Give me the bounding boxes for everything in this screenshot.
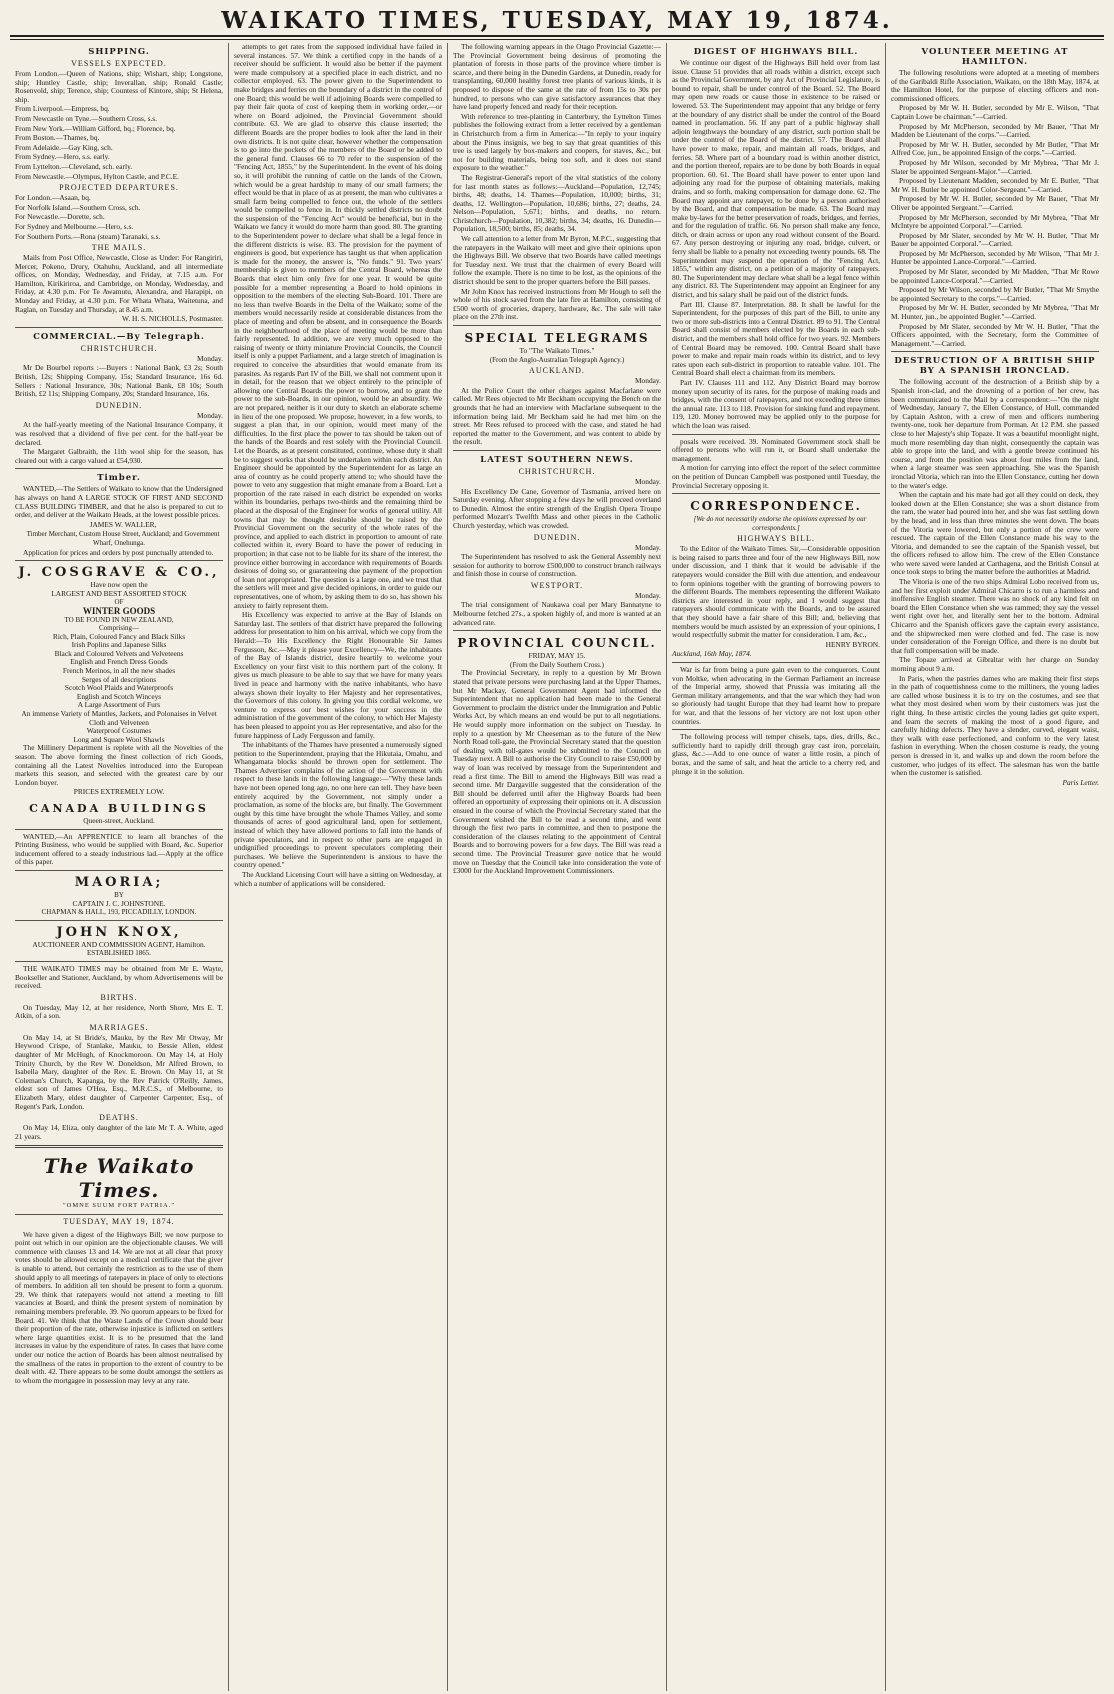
volunteer-motion: Proposed by Mr Slater, seconded by Mr W. H. Butler, "That the Officers appointed, with the Secretary, form the Committee of Management."—Carried.	[891, 321, 1099, 348]
volunteer-motion: Proposed by Mr McPherson, seconded by Mr Mybrea, "That Mr McIntyre be appointed Corporal."—Carried.	[891, 212, 1099, 231]
volunteer-motion: Proposed by Mr W. H. Butler, seconded by Mr E. Wilson, "That Captain Lowe be chairman."—Carried.	[891, 103, 1099, 121]
provincial-council-text: The Provincial Secretary, in reply to a question by Mr Brown stated that private persons were purchasing land at the Upper Thames, but Mr Mackay, General Government Agent had informed the Superintendent that no application had been made to the General Government to proclaim the district under the Immigration and Public Works Act, by which means an end would be put to all negotiations. He would supply more information on the subject on Tuesday. In reply to a question by Mr Cheeseman as to the future of the New North Road toll-gate, the Provincial Secretary stated that the question of dealing with toll-gates would be submitted to the Council on Tuesday next. A Bill to authorise the City Council to raise £50,000 by way of loan was received by message from the Superintendent and read a first time. The Bill to amend the Highways Bill was read a second time. Mr Dargaville suggested that the consideration of the Bill should be deferred until after the Highway Boards had been offered an opportunity of expressing their opinions on it. A discussion ensued in the course of which the Provincial Secretary stated that the Government wished the Bill to be read a second time, and went through the first two parts in committee, and then to postpone the consideration of the clauses relating to the appointment of Central Boards and to borrowing powers for a few days. The Bill was read a second time. The Provincial Treasurer gave notice that he would move on Tuesday that the Council take into consideration the vote of £3000 for the Auckland Improvement Commissioners.	[453, 668, 661, 876]
correspondence-heading: CORRESPONDENCE.	[690, 499, 862, 514]
vessels-heading: VESSELS EXPECTED.	[71, 59, 167, 68]
dunedin-text-2: The Margaret Galbraith, the 11th wool ship for the season, has cleared out with a cargo valued at £54,930.	[15, 447, 223, 465]
cosgrave-line: OF	[114, 598, 124, 607]
news-paragraph: The Registrar-General's report of the vital statistics of the colony for last month states as follows:—Auckland—Population, 12,745; births, 48; deaths, 14. Thames—Population, 10,000; births, 31; deaths, 12. Wellington—Population, 10,686; births, 27; deaths, 24. Nelson—Population, 5,671; births, and deaths, no return. Christchurch—Population, 10,382; births, 34; deaths, 16. Dunedin—Population, 18,500; births, 85; deaths, 34.	[453, 172, 661, 234]
thames-petition: The inhabitants of the Thames have presented a numerously signed petition to the Superintendent, praying that the Hikutaia, Omahu, and Whangamata blocks should be thrown open for settlement. The Thames Advertiser complains of the action of the Government with respect to these lands in the following language:—"Why these lands have not been opened long ago, no one here can tell. They have been entirely acquired by the Government, not simply under a proclamation, as some of the blocks are, but finally. The Government ought by this time have brought the whole Thames Valley, and some thousands of acres of good agricultural land, open for settlement, instead of which they have allowed portions to fall into the hands of private speculators, and in respect to other parts are engaged in undignified proceedings to prevent speculators completing their purchases. We believe the Superintendent is anxious to have the country opened."	[234, 740, 442, 870]
highways-letter-heading: HIGHWAYS BILL.	[737, 534, 815, 544]
digest-text: Part IV. Clauses 111 and 112. Any District Board may borrow money upon security of its rates, for the purpose of making roads and bridges, with the consent of ratepayers, and not exceeding three times the annual rate. 113 to 118. Provision for sinking fund and repayment. 119, 120. Money borrowed may be applied only to the purpose for which the loan was raised.	[672, 377, 880, 430]
dunedin-text: At the half-yearly meeting of the National Insurance Company, it was resolved that a dividend of five per cent. for the half-year be declared.	[15, 420, 223, 447]
cosgrave-item: Waterproof Costumes	[86, 726, 152, 736]
volunteer-motion: Proposed by Mr McPherson, seconded by Mr Bauer, "That Mr Madden be Lieutenant of the corps."—Carried.	[891, 121, 1099, 140]
commercial-heading: COMMERCIAL.—By Telegraph.	[33, 331, 205, 342]
timber-signature: JAMES W. WALLER,	[89, 519, 157, 529]
news-paragraph: Mr John Knox has received instructions from Mr Hough to sell the whole of his stock saved from the late fire at Hamilton, consisting of £500 worth of groceries, drapery, hardware, &c. The sale will take place on the 27th inst.	[453, 286, 661, 322]
vessel-item: From New York.—William Gifford, bq.; Florence, bq.	[15, 123, 176, 133]
special-telegrams-source: (From the Anglo-Australian Telegraph Agency.)	[489, 355, 625, 364]
column-5	[885, 43, 1104, 1691]
christchurch-text: Mr De Bourbel reports :—Buyers : National Bank, £3 2s; South British, 12s; Shipping Company, 15s; Standard Insurance, 16s 6d. Sellers : National Insurance, 30s; National Bank, £8 10s; South British, £2 11s; Shipping Company, 20s; Standard Insurance, 16s.	[15, 363, 223, 399]
digest-heading: DIGEST OF HIGHWAYS BILL.	[693, 47, 859, 57]
volunteer-motion: Proposed by Mr Slater, seconded by Mr W. H. Butler, "That Mr Bauer be appointed Corporal."—Carried.	[891, 230, 1099, 249]
ironclad-text: When the captain and his mate had got all they could on deck, they looked down at the Ellen Constance; she was a short distance from the ram, the water had poured into her, and she was fast settling down by the head, and in less than three minutes she went down. The boats of the Vitoria were lowered, but only a portion of the crew were rescued. The captain of the Ellen Constance made his way to the Vitoria, and demanded to see the captain of the Spanish vessel, but the officers refused to allow him. The crew of the Ellen Constance who were saved were landed at Carthagena, and the British Consul at once took steps to bring the matter before the authorities at Madrid.	[891, 490, 1099, 577]
editorial-text: We have given a digest of the Highways Bill; we now purpose to point out which in our opinion are the objectionable clauses. We will commence with clauses 13 and 14. We are not at all clear that proxy votes should be allowed except on a medical certificate that the giver is unable to attend, but certainly the restriction as to the use of them should apply to all meetings of ratepayers in place of only to elections of members. In addition all ten should be present to form a quorum. 29. We think that ratepayers would not attend a meeting to fill vacancies at Board, and think the present system of nomination by remaining members preferable. 39. No quorum appears to be fixed for Board. 41. We think that the Waste Lands of the Crown should bear their proportion of the rate, otherwise injustice is inflicted on settlers where large quantities exist. It is to be presumed that the land increases in value by the expenditure of rates. In cases that have come under our notice the action of Boards has been almost neutralised by the smallness of the rates in proportion to the extent of country to be dealt with. 42. There appears to be some doubt amongst the settlers as to whom the mortgagee in possession may levy at any rate.	[15, 1229, 223, 1385]
southern-text: His Excellency De Cane, Governor of Tasmania, arrived here on Saturday evening. After stopping a few days he will proceed overland to Dunedin. Almost the entire strength of the English Opera Troupe performed Mozart's Twelfth Mass and other pieces in the Catholic Church yesterday, which was crowded.	[453, 486, 661, 530]
vessel-item: From Lyttelton.—Cleveland, sch. early.	[15, 161, 133, 171]
column-4	[666, 43, 885, 1691]
volunteer-motion: Proposed by Mr Slater, seconded by Mr Madden, "That Mr Rowe be appointed Lance-Corporal."—Carried.	[891, 267, 1099, 285]
marriages-text: On May 14, at St Bride's, Mauku, by the Rev Mr Otway, Mr Heywood Crispe, of Stanlake, Mauku, to Bessie Allen, eldest daughter of Mr McHugh, of Knockmoroon. On May 14, at Holy Trinity Church, by the Rev W. Doneldson, Mr Alfred Brown, to Isabella Mary, daughter of the Rev. E. Brown. On May 11, at St Coleman's Church, Kapanga, by the Rev Patrick O'Reilly, James, eldest son of James O'Hea, Esq., M.R.C.S., of Melbourne, to Elizabeth Mary, eldest daughter of Carpenter Carpenter, Esq., of Regent's Park, London.	[15, 1032, 223, 1111]
cosgrave-item: Rich, Plain, Coloured Fancy and Black Silks	[52, 631, 186, 641]
cosgrave-text: The Millinery Department is replete with all the Novelties of the season. The above forming the finest collection of rich Goods, containing all the Latest Novelties introduced into the European markets this season, and selected with the greatest care by our London buyer.	[15, 743, 223, 787]
divider	[453, 450, 661, 451]
departure-item: For London.—Asaan, bq.	[15, 193, 91, 203]
volunteer-motion: Proposed by Mr W. H. Butler, seconded by Mr Mybrea, "That Mr M. Hunter, jun., be appointed Bugler."—Carried.	[891, 303, 1099, 322]
columns	[10, 43, 1104, 1691]
digest-text: We continue our digest of the Highways Bill held over from last issue. Clause 51 provides that all roads within a district, except such as the Provincial Government, by any Act of Provincial Legislature, is bound to repair, shall be under control of the Board. 52. The Board may open new roads or cause those in existence to be raised or lowered. 53. The Superintendent may appoint that any bridge or ferry at the boundary of any district shall be under the control of the Board named in proclamation. 56. If any part of a public highway shall adjoin lengthways the boundary of any district, such portion shall be under the control of the Board of the district. 57. The Board shall have power to make, repair, and maintain all roads, bridges, and ferries. 58. Where part of a boundary road is within another district, and the portion thereof, repairs are to be done by both Boards in equal proportion. 60. 61. The Board shall have power to enter upon land adjoining any road for the purpose of obtaining materials, making drains, and so forth, making compensation for damage done. 62. The Board may appoint any ratepayer, to be done by a person authorised by the Board, and that compensation be made. 63. The Board may make by-laws for the better preservation of roads, bridges, and ferries, and for the regulation of traffic. 66. No person shall make any fence, ditch, or drain across or upon any road without consent of the Board. 67. Any person destroying or injuring any road, bridge, culvert, or ferry shall be liable to a penalty not exceeding twenty pounds. 68. The Superintendent may suspend the operation of the "Fencing Act, 1855," within any district, on a petition of a majority of ratepayers. 80. The Superintendent may declare what shall be a legal fence within any district. 83. The Superintendent may appoint an Engineer for any district, and his salary shall be paid out of the district funds.	[672, 58, 880, 300]
mails-heading: THE MAILS.	[91, 243, 147, 253]
timber-address: Timber Merchant, Custom House Street, Auckland; and Government Wharf, Onehunga.	[26, 530, 220, 547]
maoria-author: CAPTAIN J. C. JOHNSTONE.	[72, 898, 166, 908]
divider	[672, 662, 880, 663]
paper-motto: "OMNE SUUM FORT PATRIA."	[63, 1202, 175, 1210]
volunteer-text: The following resolutions were adopted at a meeting of members of the Garibaldi Rifle Association, Waikato, on the 18th May, 1874, at the Hamilton Hotel, for the purpose of electing officers and non-commissioned officers.	[891, 68, 1099, 103]
cosgrave-item: An immense Variety of Mantles, Jackets, and Polonaises in Velvet Cloth and Velveteen	[21, 709, 217, 727]
dunedin-heading: DUNEDIN.	[95, 400, 143, 410]
timber-ad-text: WANTED,—The Settlers of Waikato to know that the Undersigned has always on hand A LARGE STOCK OF FIRST AND SECOND CLASS BUILDING TIMBER, and that he also is prepared to cut to order, and deliver at the Waikato Heads, at the lowest possible prices.	[15, 484, 223, 520]
departure-item: For Southern Ports.—Rona (steam) Taranaki, s.s.	[15, 231, 161, 241]
divider	[15, 829, 223, 830]
divider	[15, 920, 223, 921]
births-heading: BIRTHS.	[100, 992, 138, 1002]
deaths-text: On May 14, Eliza, only daughter of the late Mr T. A. White, aged 21 years.	[15, 1123, 223, 1141]
corr-text: A motion for carrying into effect the report of the select committee on the petition of Duncan Campbell was postponed until Tuesday, the Provincial Secretary opposing it.	[672, 463, 880, 490]
cosgrave-item: Irish Poplins and Japanese Silks	[71, 640, 167, 650]
divider	[15, 961, 223, 962]
provincial-council-source: (From the Daily Southern Cross.)	[510, 660, 604, 669]
news-paragraph: With reference to tree-planting in Canterbury, the Lyttelton Times publishes the following extract from a letter received by a gentleman in Christchurch from a firm in America:—"In reply to your inquiry about the Pinus insignis, we beg to say that great quantities of this tree is used largely by box-makers and coopers, for staves, &c., but not for building materials, being too soft, and it does not stand exposure to the weather."	[453, 111, 661, 173]
news-paragraph: We call attention to a letter from Mr Byron, M.P.C., suggesting that the ratepayers in the Waikato will meet and give their opinions upon the Highways Bill. We observe that two Boards have called meetings for Tuesday next. We trust that the chairmen of every Board will follow the example. There is no time to be lost, as the opinions of the district should be sent to the proper quarters before the Bill passes.	[453, 234, 661, 287]
christchurch-heading: CHRISTCHURCH.	[80, 343, 158, 353]
cosgrave-item: English and Scotch Winceys	[76, 691, 162, 701]
divider	[672, 493, 880, 494]
dunedin-text: The Superintendent has resolved to ask the General Assembly next session for authority to borrow £500,000 to construct branch railways and finish those in course of construction.	[453, 552, 661, 579]
auckland-day: Monday.	[634, 376, 661, 386]
cosgrave-line: TO BE FOUND IN NEW ZEALAND,	[64, 615, 174, 624]
maoria-heading: MAORIA;	[74, 874, 164, 890]
cosgrave-item: Black and Coloured Velvets and Velveteens	[54, 648, 184, 658]
cosgrave-item: French Merinos, in all the new shades	[62, 666, 176, 676]
column-3	[447, 43, 666, 1691]
volunteer-motion: Proposed by Mr W. H. Butler, seconded by Mr Butler, "That Mr Alfred Coe, jun., be appointed Ensign of the corps."—Carried.	[891, 139, 1099, 158]
licensing-court-note: The Auckland Licensing Court will have a sitting on Wednesday, at which a number of applications will be considered.	[234, 870, 442, 888]
ironclad-text: The Vitoria is one of the two ships Admiral Lobo received from us, and her first exploit under Admiral Chicarro is to run a harmless and inoffensive English steamer. There was no shock of any kind felt on board the Ellen Constance when she was rammed; they say the vessel went right over her, and literally sent her to the bottom. Admiral Chicarro and the Spanish officers gave the captain every assistance, and the shipwrecked men were clothed and fed. The case is now under consideration of the Foreign Office, and there is no doubt but that full compensation will be made.	[891, 577, 1099, 655]
column-1	[10, 43, 228, 1691]
cosgrave-item: Serges of all descriptions	[81, 674, 157, 684]
mails-text: Mails from Post Office, Newcastle, Close as Under: For Rangiriri, Mercer, Pokeno, Drury, Otahuhu, Auckland, and all intermediate offices, on Monday, Wednesday, and Friday, at 7.15 a.m. For Hamilton, Kirikiriroa, and Cambridge, on Monday, Wednesday, and Friday, at 4.30 p.m. For Te Awamutu, Alexandra, and Harapipi, on Monday and Friday, at 4.30 p.m. For Whata Whata, Waitetuna, and Raglan, on Tuesday and Thursday, at 8.45 a.m.	[15, 253, 223, 314]
divider	[453, 325, 661, 326]
southern-day: Monday.	[634, 476, 661, 486]
timber-heading: Timber.	[97, 473, 141, 484]
volunteer-motion: Proposed by Mr Wilson, seconded by Mr Mybrea, "That Mr J. Slater be appointed Sergeant-Major."—Carried.	[891, 157, 1099, 176]
vessel-item: From Adelaide.—Gay King, sch.	[15, 142, 113, 152]
divider	[15, 560, 223, 561]
mails-signature: W. H. S. NICHOLLS, Postmaster.	[122, 314, 223, 324]
highways-letter-place: Auckland, 16th May, 1874.	[672, 649, 752, 659]
maoria-by: BY	[114, 890, 124, 899]
cosgrave-line: WINTER GOODS	[82, 605, 156, 616]
corr-text: posals were received. 39. Nominated Government stock shall be offered to persons who will run it, or Board shall undertake the management.	[672, 436, 880, 463]
news-paragraph: The following warning appears in the Otago Provincial Gazette:—The Provincial Government being desirous of promoting the plantation of forests in those parts of the province where timber is scarce, and there being in the Dunedin Gardens, at Dunedin, ready for transplanting, 60,000 healthy forest tree plants of various kinds, it is proposed to dispose of the same at the rate of from 15s to 30s per hundred, to persons who can give satisfactory assurances that they have land properly fenced and ready for their reception.	[453, 43, 661, 112]
volunteer-motion: Proposed by Mr W. H. Butler, seconded by Mr Bauer, "That Mr Oliver be appointed Sergeant."—Carried.	[891, 194, 1099, 212]
knox-heading: JOHN KNOX,	[56, 924, 182, 940]
westport-text: The trial consignment of Naukawa coal per Mary Bannatyne to Melbourne fetched 27s., a spoken highly of, and more is wanted at an advanced rate.	[453, 600, 661, 627]
masthead-title: WAIKATO TIMES, TUESDAY, MAY 19, 1874.	[221, 7, 893, 34]
marriages-heading: MARRIAGES.	[89, 1022, 149, 1032]
westport-heading: WESTPORT.	[530, 580, 584, 590]
waikato-times-notice: THE WAIKATO TIMES may be obtained from Mr E. Wayte, Bookseller and Stationer, Auckland, by whom Advertisements will be received.	[15, 963, 223, 991]
cosgrave-line: Have now open the	[90, 580, 148, 590]
paper-date: TUESDAY, MAY 19, 1874.	[63, 1217, 175, 1226]
divider	[672, 729, 880, 730]
highways-letter-signature: HENRY BYRON.	[825, 639, 880, 649]
paris-letter-text: In Paris, when the pastries dames who are making their first steps in the path of coquettishness come to the milliners, the young ladies are called whose business it is to try on the costumes, and see that what they most desired when worn by their customers was just the right thing. In these artistic circles the young ladies get quite expert, and learn the secrets of making the most of a good figure, and carefully hiding defects. They have a slender, curved, elegant waist, they walk with ease perfectioned, and conform to the very latest fashion in everything. When the chosen costume is ready, the young person is dressed in it, and walks up and down the room before the customer, who judges of its effect. The salesman has won the battle when the customer is satisfied.	[891, 673, 1099, 778]
ironclad-text: The Topaze arrived at Gibraltar with her charge on Sunday morning about 9 a.m.	[891, 655, 1099, 673]
digest-text: Part III. Clause 87. Interpretation. 88. It shall be lawful for the Superintendent, for the purposes of this part of the Bill, to unite any two or more sub-districts into a Central District. 89 to 91. The Central Board shall consist of members elected by the Boards in each sub-district, and the members shall hold office for two years. 92. Members of Central Board may be removed. 100. Central Board shall have power to make and repair main roads within its district, and to levy rates upon each sub-district in proportion to rateable value. 101. The Central Board shall elect a chairman from its members.	[672, 299, 880, 378]
correspondence-note: [We do not necessarily endorse the opinions expressed by our correspondents.]	[693, 515, 867, 532]
divider	[15, 1145, 223, 1148]
cosgrave-line: Comprising—	[98, 624, 140, 633]
column-2	[228, 43, 447, 1691]
cosgrave-item: English and French Dress Goods	[70, 657, 168, 667]
departure-item: For Newcastle.—Dorette, sch.	[15, 212, 105, 222]
departure-item: For Sydney and Melbourne.—Hero, s.s.	[15, 221, 134, 231]
auckland-text: At the Police Court the other charges against Macfarlane were called. Mr Rees objected to Mr Beckham occupying the Bench on the grounds that he had an interview with Macfarlane subsequent to the information being laid. Mr Beckham said he had met him on the street. Mr Rees refused to proceed with the case, and stated he had reported the matter to the Government, and was content to abide by the result.	[453, 385, 661, 447]
ironclad-heading: DESTRUCTION OF A BRITISH SHIP BY A SPANISH IRONCLAD.	[894, 356, 1096, 377]
vessel-item: From Newcastle on Tyne.—Southern Cross, s.s.	[15, 113, 158, 123]
highways-letter: To the Editor of the Waikato Times. Sir,—Considerable opposition is being raised to parts three and four of the new Highways Bill, now under discussion, and I think that it would be advisable if the ratepayers would consider the Bill with due attention, and endeavour to form opinions together with the granting of borrowing powers to the different Boards. The members representing the different Waikato districts are interested in your reply, and I would suggest that ratepayers should communicate with the Boards, and to be assured that they should have a fair share of this Bill; and, believing that members would be much assisted by an expression of your opinions, I would respectfully submit the matter for consideration. I am, &c.,	[672, 544, 880, 640]
special-telegrams-sub: To "The Waikato Times."	[519, 346, 595, 355]
bay-of-islands-address: His Excellency was expected to arrive at the Bay of Islands on Saturday last. The settlers of that district have prepared the following address for presentation to him on his arrival, which we copy from the Herald:—To His Excellency the Right Honourable Sir James Fergusson, &c.—May it please your Excellency—We, the inhabitants of the Bay of Islands district, desire heartily to welcome your Excellency on your first visit to this northern part of the colony. It gives us much pleasure to be able to say that we have for many years lived in peace and harmony with the native inhabitants, who have always shown their loyalty to Her Majesty and her representatives, the Governors of this colony. In giving you this cordial welcome, we venture to express our best wishes for your success in the administration of the government of the colony, to which Her Majesty has been pleased to appoint you as Her representative, and also for the future happiness of Lady Fergusson and family.	[234, 610, 442, 740]
provincial-council-heading: PROVINCIAL COUNCIL.	[457, 636, 657, 651]
dunedin-heading: DUNEDIN.	[533, 532, 581, 542]
cosgrave-item: A Large Assortment of Furs	[77, 700, 161, 710]
canada-buildings-heading: CANADA BUILDINGS	[29, 801, 209, 815]
vessel-item: From Liverpool.—Empress, bq.	[15, 104, 110, 114]
divider	[891, 351, 1099, 352]
divider	[453, 630, 661, 631]
volunteer-motion: Proposed by Mr Wilson, seconded by Mr Butler, "That Mr Smythe be appointed Secretary to the corps."—Carried.	[891, 285, 1099, 303]
dunedin-day: Monday.	[196, 410, 223, 420]
vessel-item: From Boston.—Thames, bq.	[15, 133, 100, 143]
knox-established: ESTABLISHED 1865.	[87, 949, 151, 958]
auckland-heading: AUCKLAND.	[529, 366, 585, 376]
births-text: On Tuesday, May 12, at her residence, North Shore, Mrs E. T. Atkin, of a son.	[15, 1002, 223, 1021]
divider	[15, 327, 223, 328]
special-telegrams-heading: SPECIAL TELEGRAMS	[464, 331, 650, 345]
cosgrave-item: Long and Square Wool Shawls	[73, 734, 165, 744]
volunteer-motion: Proposed by Mr McPherson, seconded by Mr Wilson, "That Mr J. Hunter be appointed Lance-Corporal."—Carried.	[891, 248, 1099, 267]
cosgrave-line: LARGEST AND BEST ASSORTED STOCK	[51, 588, 187, 598]
departures-heading: PROJECTED DEPARTURES.	[59, 183, 179, 193]
southern-news-heading: LATEST SOUTHERN NEWS.	[480, 454, 634, 465]
divider	[15, 468, 223, 469]
divider	[15, 870, 223, 871]
dunedin-day: Monday.	[634, 542, 661, 552]
editorial-continued: attempts to get rates from the supposed individual have failed in several instances. 57. We think a certified copy in the hands of a receiver should be sufficient. It would also be better if the payment were made compulsory at a specified place in each district, and no collector employed. 63. The power given to the Superintendent to make bridges and ferries on the boundary of a district in the control of one Board; this would be well if adjoining Boards were compelled to pay their fair quota of cost of keeping them in working order,—or where on Board adjoined, the Provincial Government should contribute. 63. We are glad to observe this clause inserted; the different Boards are the proper bodies to look after the land in their own districts. It is not quite clear, however whether the compensation is to go into the pockets of the members of the Board or be added to the general fund. Clauses 66 to 70 refer to the suspension of the "Fencing Act, 1855," by the Superintendent. In the event of his doing so, it will prohibit the running of cattle on the lands of the Crown, which would be a great hardship to many of our small farmers; the effect would be that in place of as at present, the man who cultivates a small farm being compelled to fence out, the whole of the settlers would be compelled to fence in. In thickly settled districts no doubt the suspension of the "Fencing Act" would be beneficial, but in the Waikato we fancy it would do more harm than good. 80. The granting to the Superintendent power to declare what shall be a legal fence in the different districts is wise. 83. The provision for the payment of engineers is good, but experience has taught us that when application is made for the money, the answer is, "No funds." 91. Two years' membership is given to members of the Central Board, whereas the Boards that elect him only five for one year. It would be quite possible for a member representing a Board to hold opinions in opposition to the members of the electing Sub-Board. 101. There are no less than twelve Boards in the Delta of the Waikato; some of the members would necessarily reside at considerable distances from the place of meeting and often be absent, and in consequence the Boards in the neighbourhood of the place of meeting would be more than fairly represented. In addition, we are very much opposed to the raising of twenty or thirty miniature Provincial Councils, the Council itself is only a puppet Parliament, and a large stretch of imagination is required to conceive the absurdities that would emanate from its parasites. As regards Part IV of the Bill, we shall not comment upon it in detail, for the reason that we object entirely to the principle of allowing one Central Boards the power to borrow, and to grant the power to the sub-Boards, in our opinion, would be an absurdity. We are not prepared, neither is it our duty to sketch an elaborate scheme in lieu of the one proposed. We propose, however, in a few words, to suggest a plan that, in our opinion, would meet many of the difficulties. In the first place the power to tax should be taken out of the hands of the Boards and rest solely with the Provincial Council. Let the Boards, as at present constituted, continue, whose duty it shall be to suggest works that should be undertaken within each district. An Engineer should be appointed by the Superintendent for as large an area of country as he could properly attend to; who should have the power to veto any suggestion that might emanate from a Board. Let a proportion of the rate raised in each district be expended on works within its boundaries, perhaps two-thirds and the remaining third be placed at the disposal of the Engineer for works of general utility. All towns that may be thought desirable should be raised by the Provincial Government on the security of the whole rates of the province, and applied to each district in proportion to amount of rate collected within it, every Board to have the power of reducing in proportion; in that case not to be liable for its share of the interest, the province either borrowing in accordance with requirements of Boards desirous of doing so, or guaranteeing due payment of the proportion of loan not appropriated. The question is a large one, and we trust that the settlers will meet and give decided opinions, in order to guide our representatives, one of whom, by asking them to do so, has shown his anxiety to fairly represent them.	[234, 43, 442, 610]
paper-title: The Waikato Times.	[43, 1154, 195, 1203]
ironclad-text: The following account of the destruction of a British ship by a Spanish iron-clad, and the drowning of a portion of her crew, has been communicated to the Mail by a correspondent:—"On the night of Wednesday, January 7, the Ellen Constance, of Hull, commanded by Captain Ashton, with a crew of men and officers numbering twenty-one, took her departure from Porman. At 12 P.M. she passed close to her Majesty's ship Topaze. It was a beautiful moonlight night, much more resembling day than night, consequently the captain was able to grope into the land, and with a gentle breeze continued his course, and from the position was about four miles from the land, when a large steamer was seen approaching. She was the Spanish ironclad Vitoria, which ran into the Ellen Constance, cutting her down to the water's edge.	[891, 377, 1099, 490]
masthead-rule	[10, 35, 1104, 40]
southern-city: CHRISTCHURCH.	[518, 466, 596, 476]
cosgrave-heading: J. COSGRAVE & CO.,	[18, 565, 220, 581]
war-text: War is far from being a pure gain even to the conquerors. Count von Moltke, when advocating in the German Parliament an increase of the Imperial army, showed that Prussia was imitating all the German military arrangements, and that the war which they had won so gloriously had taught Europe that they had learnt how to prepare for war, and that the lessons of her victory are not lost upon other countries.	[672, 665, 880, 726]
cosgrave-prices: PRICES EXTREMELY LOW.	[73, 787, 165, 797]
vessels-list	[15, 70, 223, 181]
volunteer-heading: VOLUNTEER MEETING AT HAMILTON.	[921, 47, 1069, 67]
deaths-heading: DEATHS.	[99, 1113, 139, 1123]
knox-subtitle: AUCTIONEER AND COMMISSION AGENT, Hamilton.	[32, 939, 206, 949]
canada-buildings-address: Queen-street, Auckland.	[83, 815, 155, 825]
provincial-council-date: FRIDAY, MAY 15.	[528, 651, 586, 661]
vessel-item: From Sydney.—Hero, s.s. early.	[15, 152, 110, 162]
paris-letter-signature: Paris Letter.	[1062, 777, 1099, 787]
shipping-heading: SHIPPING.	[88, 47, 150, 57]
cosgrave-item: Scotch Wool Plaids and Waterproofs	[64, 683, 174, 693]
vessel-item: From Newcastle.—Olympus, Hylton Castle, and P.C.E.	[15, 171, 180, 181]
maoria-publisher: CHAPMAN & HALL, 193, PICCADILLY, LONDON.	[41, 908, 197, 917]
process-text: The following process will temper chisels, taps, dies, drills, &c., sufficiently hard to rapidly drill through gray cast iron, porcelain, glass, &c.:—Add to one ounce of water a little rosin, a pinch of borax, and the same of salt, and heat the article to a cherry red, and plunge it in the solution.	[672, 732, 880, 776]
christchurch-day: Monday.	[196, 353, 223, 363]
divider	[672, 434, 880, 435]
departure-item: For Norfolk Island.—Southern Cross, sch.	[15, 202, 141, 212]
apprentice-ad: WANTED,—An APPRENTICE to learn all branches of the Printing Business, who would be supplied with Board, &c. Superior inducement offered to a steady industrious lad.—Apply at the office of this paper.	[15, 831, 223, 867]
volunteer-motion: Proposed by Lieutenant Madden, seconded by Mr E. Butler, "That Mr W. H. Butler be appointed Color-Sergeant."—Carried.	[891, 176, 1099, 194]
vessel-item: From London.—Queen of Nations, ship; Wishart, ship; Longstone, ship; Huntley Castle, ship; Inverallan, ship; Ronald Castle; Rosenvold, ship; Terence, ship; Countess of Kintore, ship; St Helena, ship.	[15, 69, 223, 104]
divider	[15, 1214, 223, 1215]
westport-day: Monday.	[634, 590, 661, 600]
timber-note: Application for prices and orders by post punctually attended to.	[23, 547, 214, 557]
